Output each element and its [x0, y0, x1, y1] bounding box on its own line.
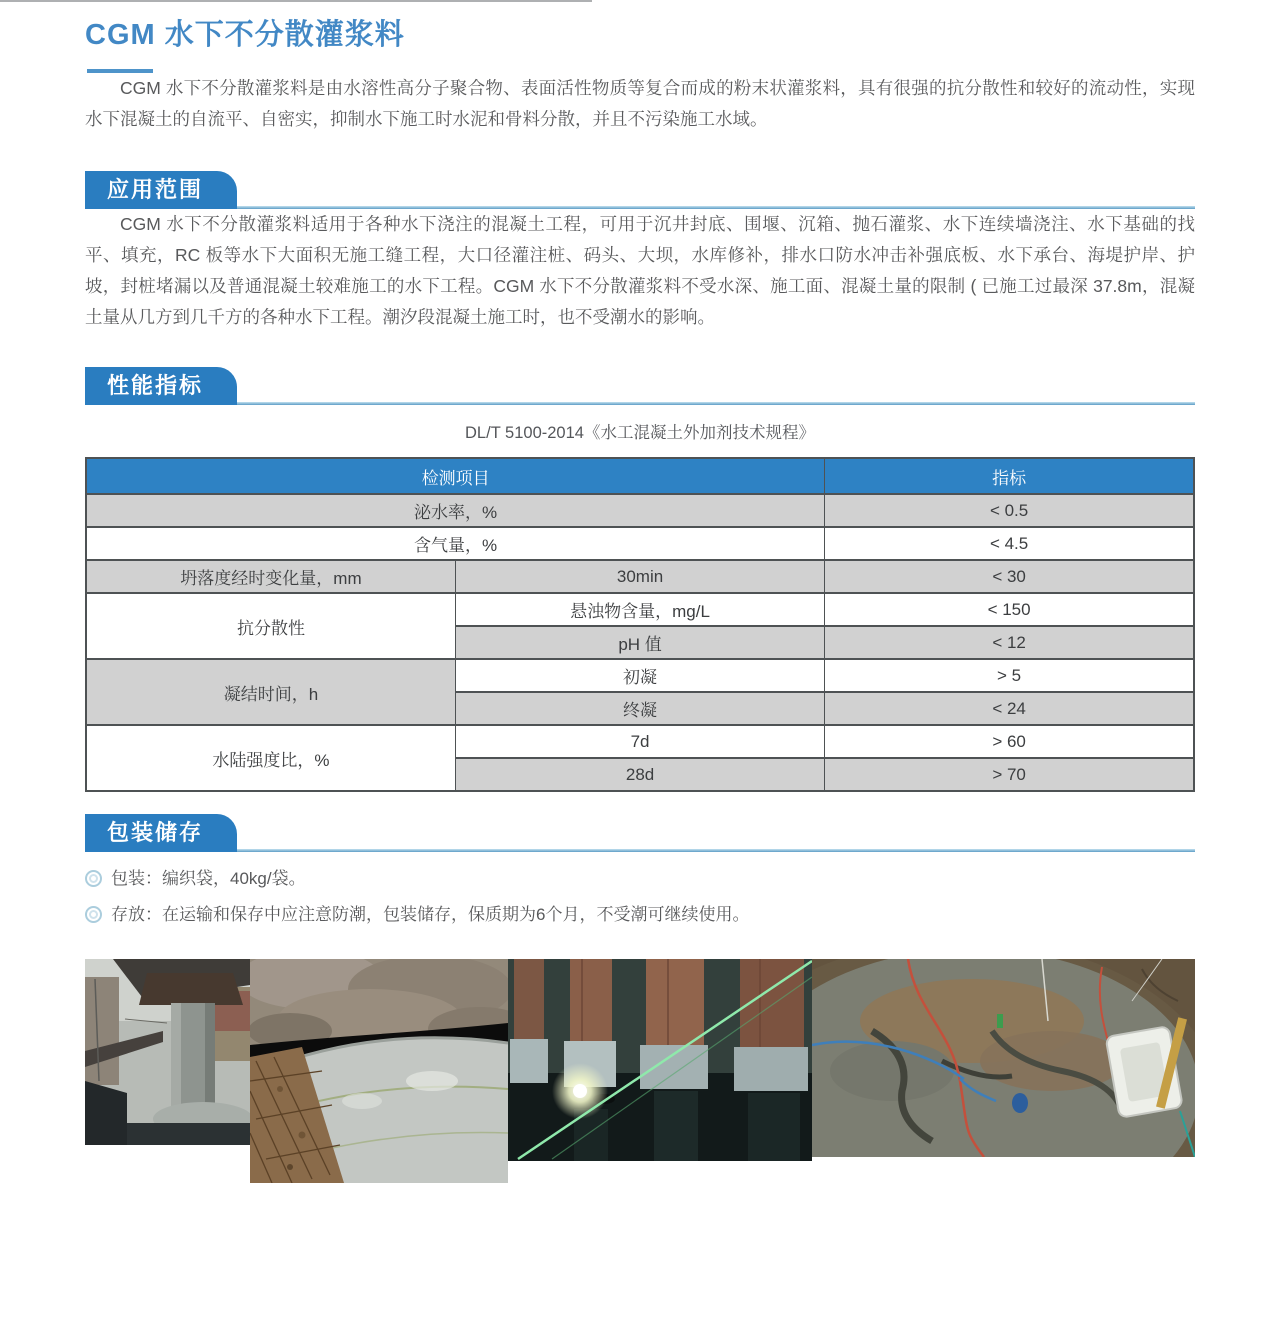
photo-night-piers-laser — [508, 959, 812, 1161]
table-cell-sub: 28d — [455, 758, 824, 791]
photo-strip — [85, 959, 1195, 1185]
double-circle-bullet-icon — [85, 906, 102, 923]
table-header-row — [86, 458, 1194, 494]
table-cell-sub: 30min — [455, 560, 824, 593]
section-rule — [85, 849, 1195, 852]
standard-reference: DL/T 5100-2014《水工混凝土外加剂技术规程》 — [465, 424, 815, 442]
table-cell-value: < 12 — [825, 626, 1194, 659]
table-cell-sub: 终凝 — [455, 692, 824, 725]
table-row — [86, 659, 1194, 692]
table-cell-item: 水陆强度比，% — [86, 725, 455, 791]
section-header-packaging — [85, 814, 1195, 852]
packaging-item-text: 存放：在运输和保存中应注意防潮，包装储存，保质期为6个月，不受潮可继续使用。 — [111, 905, 750, 924]
intro-paragraph: CGM 水下不分散灌浆料是由水溶性高分子聚合物、表面活性物质等复合而成的粉末状灌浆料，具有很强的抗分散性和较好的流动性，实现水下混凝土的自流平、自密实，抑制水下施工时水泥和骨料分散，并且不污染施工水域。 — [85, 78, 1195, 129]
table-cell-sub: pH 值 — [455, 626, 824, 659]
section-rule — [85, 206, 1195, 209]
table-row — [86, 527, 1194, 560]
table-cell-value: > 70 — [825, 758, 1194, 791]
packaging-list — [85, 864, 1195, 929]
section-rule — [85, 402, 1195, 405]
double-circle-bullet-icon — [85, 870, 102, 887]
photo-pile-jacket-closeup — [250, 959, 508, 1183]
table-cell-value: < 24 — [825, 692, 1194, 725]
table-cell-value: > 60 — [825, 725, 1194, 758]
performance-table — [85, 457, 1195, 792]
table-cell-value: > 5 — [825, 659, 1194, 692]
packaging-item — [85, 900, 1195, 929]
table-cell-item: 坍落度经时变化量，mm — [86, 560, 455, 593]
table-cell-sub: 悬浊物含量，mg/L — [455, 593, 824, 626]
table-cell-value: < 0.5 — [825, 494, 1194, 527]
table-row — [86, 725, 1194, 758]
packaging-item — [85, 864, 1195, 893]
table-cell-value: < 4.5 — [825, 527, 1194, 560]
photo-pier-column-grouting — [85, 959, 250, 1145]
table-row — [86, 560, 1194, 593]
table-cell-item: 凝结时间，h — [86, 659, 455, 725]
section-header-performance — [85, 367, 1195, 405]
packaging-item-text: 包装：编织袋，40kg/袋。 — [111, 869, 306, 888]
table-row — [86, 593, 1194, 626]
table-row — [86, 494, 1194, 527]
photo-caisson-top-view — [812, 959, 1195, 1157]
application-section-badge: 应用范围 — [85, 171, 237, 209]
table-header-value: 指标 — [825, 458, 1194, 494]
section-header-application — [85, 171, 1195, 209]
table-cell-item: 抗分散性 — [86, 593, 455, 659]
performance-section-badge: 性能指标 — [85, 367, 237, 405]
table-cell-item: 含气量，% — [86, 527, 825, 560]
table-cell-value: < 30 — [825, 560, 1194, 593]
table-header-item: 检测项目 — [86, 458, 825, 494]
application-paragraph: CGM 水下不分散灌浆料适用于各种水下浇注的混凝土工程，可用于沉井封底、围堰、沉箱、抛石灌浆、水下连续墙浇注、水下基础的找平、填充，RC 板等水下大面积无施工缝工程，大口径灌注桩、码头、大坝，水库修补，排水口防水冲击补强底板、水下承台、海堤护岸、护坡，封桩堵漏以及普通混凝土较难施工的水下工程。CGM 水下不分散灌浆料不受水深、施工面、混凝土量的限制 ( 已施工过最深 37.8m，混凝土量从几方到几千方的各种水下工程。潮汐段混凝土施工时，也不受潮水的影响。 — [85, 214, 1195, 327]
table-cell-sub: 初凝 — [455, 659, 824, 692]
page-top-edge-line — [0, 0, 592, 2]
packaging-section-badge: 包装储存 — [85, 814, 237, 852]
table-cell-item: 泌水率，% — [86, 494, 825, 527]
table-cell-value: < 150 — [825, 593, 1194, 626]
table-cell-sub: 7d — [455, 725, 824, 758]
page-title: CGM 水下不分散灌浆料 — [85, 19, 405, 51]
